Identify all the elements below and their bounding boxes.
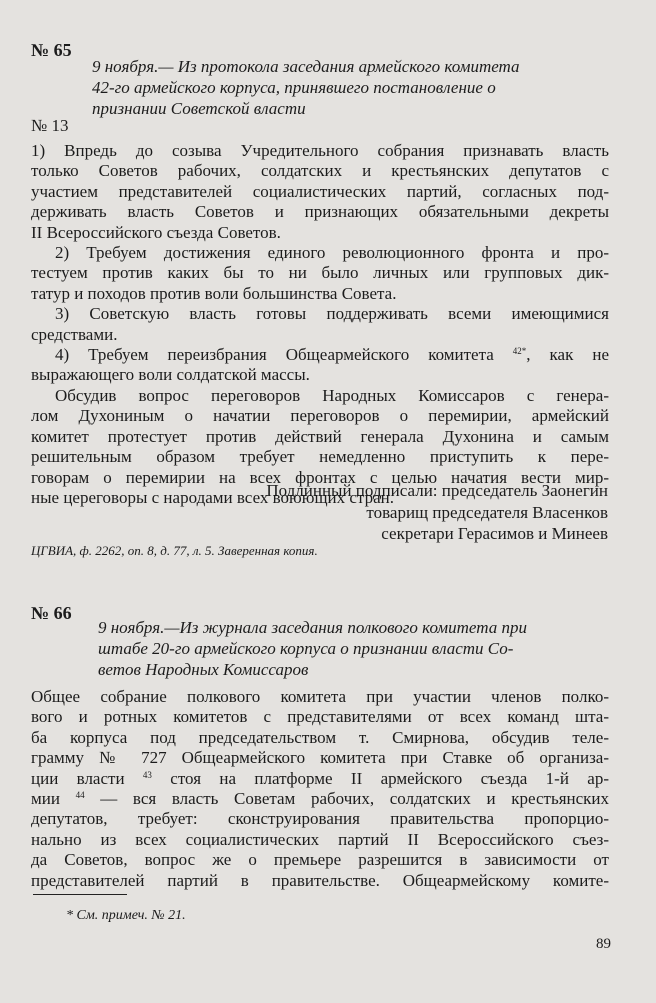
text-line: представителей партий в правительстве. Общеармейскому комите- [31,870,609,890]
note-reference: 44 [75,790,85,801]
text-line: участием представителей социалистических партий, согласных под- [31,181,609,201]
page-number: 89 [596,936,611,952]
document-66-heading [98,617,628,680]
archive-source: ЦГВИА, ф. 2262, оп. 8, д. 77, л. 5. Заверенная копия. [31,543,318,558]
document-65-body [31,141,609,508]
text-fragment: ции власти [31,768,125,788]
text-line: средствами. [31,324,118,344]
heading-line: 9 ноября.— Из протокола заседания армейского комитета [92,57,520,76]
signatures [266,480,608,545]
text-line: депутатов, требует: сконструирования правительства пропорцио- [31,809,609,829]
footnote-divider [33,894,127,895]
text-line: говорам о перемирии на всех фронтах с целью начатия вести мир- [31,467,609,487]
document-65-heading [92,56,622,119]
text-line: 3) Советскую власть готовы поддерживать всеми имеющимися [55,304,609,324]
text-line: 2) Требуем достижения единого революционного фронта и про- [55,243,609,263]
document-number-66: № 66 [31,603,72,623]
text-line: вого и ротных комитетов с представителями от всех команд шта- [31,707,609,727]
signature-line: товарищ председателя Власенков [366,502,608,522]
heading-line: 9 ноября.—Из журнала заседания полкового комитета при [98,618,527,637]
text-line: ные цереговоры с народами всех воюющих стран. [31,487,394,507]
heading-line: признании Советской власти [92,99,306,118]
text-fragment: стоя на платформе II армейского съезда 1-й ар- [170,768,610,788]
text-fragment: 4) Требуем переизбрания Общеармейского комитета [55,345,494,365]
text-line [31,789,609,809]
text-line: Обсудив вопрос переговоров Народных Комиссаров с генера- [55,385,609,405]
text-fragment: , как не [526,345,610,365]
heading-line: 42-го армейского корпуса, принявшего постановление о [92,78,496,97]
text-line: 1) Впредь до созыва Учредительного собрания признавать власть [31,141,609,160]
note-reference: 42* [512,346,527,357]
text-line: комитет протестует против действий генерала Духонина и самым [31,426,609,446]
text-line: нально из всех социалистических партий II Всероссийского съез- [31,829,609,849]
text-line: тестуем против каких бы то ни было личных или групповых дик- [31,263,609,283]
signature-line: секретари Герасимов и Минеев [381,524,608,543]
heading-line: ветов Народных Комиссаров [98,660,309,679]
text-line [31,345,609,365]
text-line: Общее собрание полкового комитета при участии членов полко- [31,687,609,706]
text-line: да Советов, вопрос же о премьере разрешится в зависимости от [31,850,609,870]
text-line: татур и походов против воли большинства Совета. [31,283,397,303]
heading-line: штабе 20-го армейского корпуса о признании власти Со- [98,639,514,658]
note-reference: 43 [142,769,152,780]
text-line: лом Духониным о начатии переговоров о перемирии, армейский [31,406,609,426]
text-line: решительным образом требует немедленно приступить к пере- [31,447,609,467]
text-line: ба корпуса под председательством т. Смирнова, обсудив теле- [31,727,609,747]
text-line: только Советов рабочих, солдатских и крестьянских депутатов с [31,161,609,181]
text-line: держивать власть Советов и признающих обязательными декреты [31,202,609,222]
text-line: II Всероссийского съезда Советов. [31,222,281,242]
signature-line: Подлинный подписали: председатель Заонегин [266,481,608,500]
footnote: * См. примеч. № 21. [66,908,186,923]
text-fragment: — вся власть Советам рабочих, солдатских и крестьянских [100,789,610,809]
text-line: выражающего воли солдатской массы. [31,365,310,385]
text-fragment: мии [31,789,60,809]
protocol-number: № 13 [31,116,69,135]
document-number-65: № 65 [31,40,72,60]
text-line [31,769,609,789]
text-line: грамму № 727 Общеармейского комитета при Ставке об организа- [31,748,609,768]
document-66-body [31,687,609,891]
